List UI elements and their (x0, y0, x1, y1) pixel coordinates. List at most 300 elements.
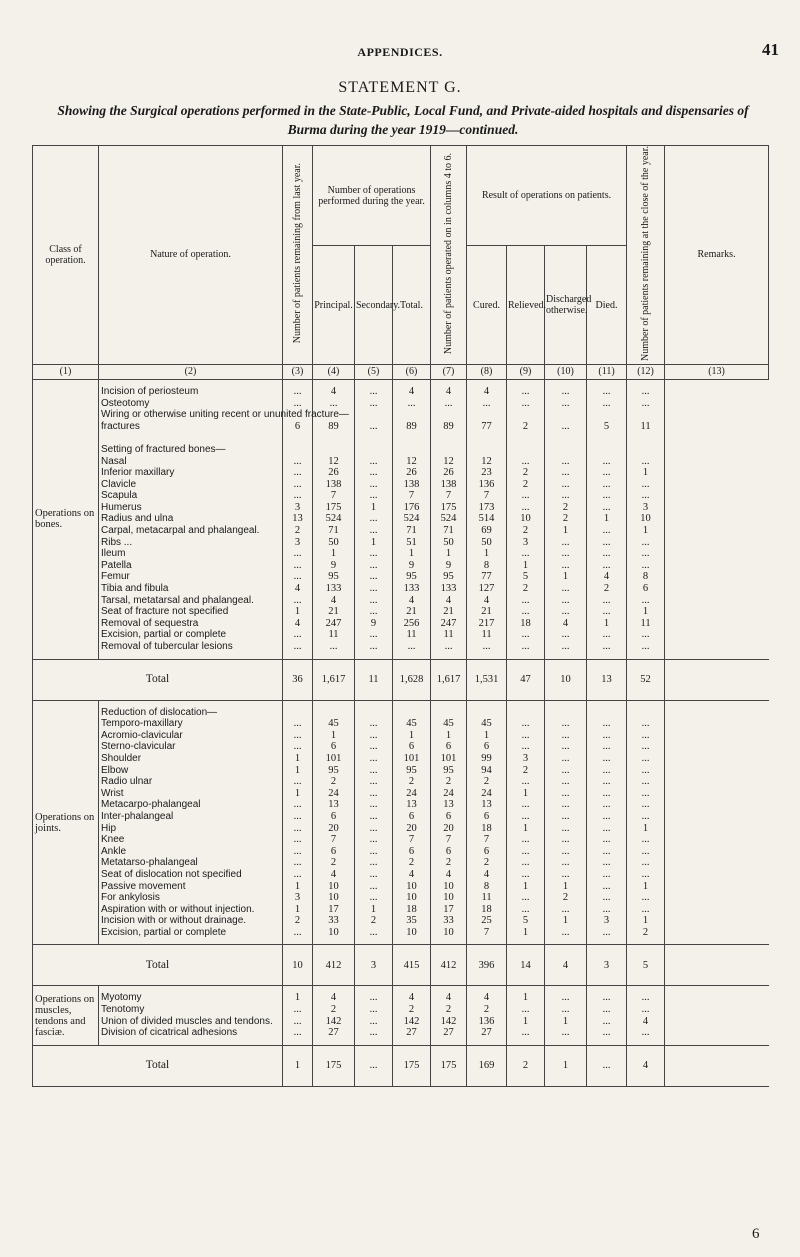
total-value: ... (587, 1045, 627, 1086)
cell-value (355, 409, 393, 421)
cell-value: ... (587, 502, 627, 514)
table-row (33, 741, 769, 753)
cell-value: 1 (431, 548, 467, 560)
table-row (33, 629, 769, 641)
cell-value: 2 (313, 1004, 355, 1016)
remarks-cell (665, 456, 769, 468)
cell-value: 1 (545, 881, 587, 893)
operation-name: Scapula (99, 490, 283, 502)
cell-value: 94 (467, 765, 507, 777)
table-row (33, 583, 769, 595)
remarks-cell (665, 398, 769, 410)
col-number: (3) (283, 364, 313, 379)
cell-value: 1 (283, 788, 313, 800)
cell-value: ... (545, 992, 587, 1004)
cell-value: ... (545, 583, 587, 595)
cell-value: ... (355, 421, 393, 433)
cell-value: 1 (507, 823, 545, 835)
cell-value: ... (545, 927, 587, 939)
table-row (33, 618, 769, 630)
total-label: Total (33, 1045, 283, 1086)
cell-value: ... (627, 799, 665, 811)
cell-value: 35 (393, 915, 431, 927)
operation-name: Inter-phalangeal (99, 811, 283, 823)
cell-value: ... (355, 718, 393, 730)
cell-value: ... (393, 641, 431, 653)
cell-value: ... (283, 560, 313, 572)
cell-value: 2 (507, 525, 545, 537)
cell-value: ... (627, 776, 665, 788)
cell-value: 7 (467, 490, 507, 502)
cell-value: 2 (313, 857, 355, 869)
cell-value: ... (467, 641, 507, 653)
cell-value: ... (507, 811, 545, 823)
cell-value: ... (627, 811, 665, 823)
remarks-cell (665, 799, 769, 811)
cell-value: ... (545, 753, 587, 765)
col-cured: Cured. (467, 246, 507, 365)
cell-value: 4 (467, 992, 507, 1004)
cell-value: 4 (431, 992, 467, 1004)
cell-value: ... (283, 741, 313, 753)
cell-value: 3 (283, 502, 313, 514)
cell-value: 2 (507, 421, 545, 433)
total-row (33, 1045, 769, 1086)
cell-value: ... (545, 799, 587, 811)
cell-value: 11 (627, 618, 665, 630)
cell-value: 142 (313, 1016, 355, 1028)
cell-value: ... (355, 823, 393, 835)
cell-value: ... (393, 398, 431, 410)
cell-value: ... (507, 641, 545, 653)
remarks-cell (665, 857, 769, 869)
table-row (33, 857, 769, 869)
cell-value (283, 444, 313, 456)
cell-value: ... (587, 811, 627, 823)
cell-value: ... (545, 869, 587, 881)
cell-value: ... (587, 765, 627, 777)
cell-value: ... (627, 834, 665, 846)
cell-value: 1 (587, 618, 627, 630)
cell-value: 7 (313, 490, 355, 502)
cell-value: ... (545, 1027, 587, 1039)
cell-value: 1 (545, 525, 587, 537)
cell-value: ... (545, 823, 587, 835)
cell-value: 2 (545, 513, 587, 525)
operation-name: Setting of fractured bones— (99, 444, 283, 456)
cell-value: ... (507, 490, 545, 502)
cell-value: ... (587, 525, 627, 537)
table-row (33, 799, 769, 811)
cell-value: 4 (431, 869, 467, 881)
cell-value: ... (355, 1027, 393, 1039)
cell-value: 23 (467, 467, 507, 479)
cell-value: ... (313, 398, 355, 410)
cell-value: 2 (393, 776, 431, 788)
cell-value: 7 (431, 490, 467, 502)
cell-value: ... (283, 718, 313, 730)
cell-value: 4 (431, 595, 467, 607)
cell-value: ... (355, 992, 393, 1004)
remarks-cell (665, 1027, 769, 1039)
cell-value: 514 (467, 513, 507, 525)
cell-value: ... (545, 776, 587, 788)
col-number: (2) (99, 364, 283, 379)
remarks-cell (665, 869, 769, 881)
cell-value: ... (355, 799, 393, 811)
cell-value: 27 (393, 1027, 431, 1039)
cell-value: ... (545, 456, 587, 468)
cell-value: ... (355, 753, 393, 765)
cell-value: 11 (467, 892, 507, 904)
cell-value: 3 (627, 502, 665, 514)
cell-value: 217 (467, 618, 507, 630)
cell-value: 9 (431, 560, 467, 572)
cell-value (467, 444, 507, 456)
cell-value: 1 (431, 730, 467, 742)
cell-value: 6 (431, 846, 467, 858)
cell-value (313, 432, 355, 444)
cell-value: 1 (283, 904, 313, 916)
cell-value (467, 409, 507, 421)
operation-name: Wiring or otherwise uniting recent or ununited fracture— (99, 409, 283, 421)
operation-name: Patella (99, 560, 283, 572)
cell-value: ... (545, 765, 587, 777)
cell-value: 7 (431, 834, 467, 846)
cell-value: 95 (431, 765, 467, 777)
table-row (33, 707, 769, 719)
cell-value: 69 (467, 525, 507, 537)
cell-value: 11 (467, 629, 507, 641)
cell-value: ... (283, 834, 313, 846)
cell-value: ... (587, 560, 627, 572)
cell-value: 4 (393, 992, 431, 1004)
cell-value: ... (587, 398, 627, 410)
cell-value: 101 (431, 753, 467, 765)
cell-value: ... (627, 846, 665, 858)
cell-value (507, 432, 545, 444)
cell-value (627, 444, 665, 456)
total-value: 1 (283, 1045, 313, 1086)
cell-value: 13 (467, 799, 507, 811)
cell-value: 9 (393, 560, 431, 572)
cell-value: 50 (313, 537, 355, 549)
cell-value: ... (627, 537, 665, 549)
cell-value: 101 (393, 753, 431, 765)
total-value: 11 (355, 659, 393, 700)
cell-value: 27 (313, 1027, 355, 1039)
operation-name: Nasal (99, 456, 283, 468)
cell-value: ... (587, 490, 627, 502)
cell-value (431, 409, 467, 421)
remarks-cell (665, 629, 769, 641)
cell-value: 13 (283, 513, 313, 525)
col-number: (7) (431, 364, 467, 379)
cell-value: ... (627, 548, 665, 560)
cell-value: ... (355, 811, 393, 823)
table-row (33, 386, 769, 398)
cell-value: 4 (283, 583, 313, 595)
cell-value: 18 (393, 904, 431, 916)
cell-value: ... (283, 467, 313, 479)
cell-value: 45 (467, 718, 507, 730)
cell-value: 2 (507, 765, 545, 777)
cell-value: 25 (467, 915, 507, 927)
cell-value (627, 707, 665, 719)
total-value: 415 (393, 945, 431, 986)
col-number: (12) (627, 364, 665, 379)
cell-value: 12 (393, 456, 431, 468)
cell-value: ... (587, 881, 627, 893)
cell-value: ... (283, 398, 313, 410)
cell-value (507, 409, 545, 421)
cell-value: 2 (283, 525, 313, 537)
class-of-operation: Operations on bones. (33, 386, 99, 653)
operation-name (99, 432, 283, 444)
col-number: (13) (665, 364, 769, 379)
total-value: 1,617 (431, 659, 467, 700)
cell-value: 6 (467, 811, 507, 823)
table-row (33, 467, 769, 479)
cell-value: ... (507, 857, 545, 869)
cell-value: 18 (467, 823, 507, 835)
total-row (33, 945, 769, 986)
cell-value: ... (587, 846, 627, 858)
cell-value (545, 444, 587, 456)
cell-value: 4 (431, 386, 467, 398)
table-row (33, 1027, 769, 1039)
cell-value: ... (507, 629, 545, 641)
cell-value: 1 (507, 560, 545, 572)
table-row (33, 927, 769, 939)
remarks-cell (665, 537, 769, 549)
cell-value: 247 (431, 618, 467, 630)
cell-value: 524 (393, 513, 431, 525)
cell-value: 142 (393, 1016, 431, 1028)
table-row (33, 560, 769, 572)
cell-value: 2 (507, 479, 545, 491)
cell-value: 89 (313, 421, 355, 433)
cell-value: ... (355, 881, 393, 893)
cell-value: ... (507, 1027, 545, 1039)
cell-value (393, 432, 431, 444)
cell-value: ... (587, 869, 627, 881)
cell-value: ... (355, 927, 393, 939)
table-row (33, 765, 769, 777)
cell-value: 1 (283, 606, 313, 618)
remarks-cell (665, 386, 769, 398)
cell-value: ... (355, 386, 393, 398)
cell-value: ... (283, 1027, 313, 1039)
operation-name: Union of divided muscles and tendons. (99, 1016, 283, 1028)
remarks-cell (665, 490, 769, 502)
cell-value: 2 (355, 915, 393, 927)
remarks-cell (665, 741, 769, 753)
cell-value: ... (355, 765, 393, 777)
total-value: 412 (313, 945, 355, 986)
cell-value: ... (355, 513, 393, 525)
cell-value (545, 707, 587, 719)
page-mark: 6 (752, 1226, 760, 1242)
cell-value: ... (283, 799, 313, 811)
cell-value: 10 (313, 881, 355, 893)
cell-value: 1 (545, 1016, 587, 1028)
table-row (33, 811, 769, 823)
cell-value: ... (545, 788, 587, 800)
cell-value: ... (587, 823, 627, 835)
cell-value: 33 (431, 915, 467, 927)
cell-value: 24 (431, 788, 467, 800)
table-row (33, 1016, 769, 1028)
cell-value: ... (627, 765, 665, 777)
cell-value: ... (545, 1004, 587, 1016)
table-row (33, 421, 769, 433)
table-row (33, 718, 769, 730)
cell-value: 50 (467, 537, 507, 549)
cell-value: 10 (393, 881, 431, 893)
table-row (33, 525, 769, 537)
cell-value: ... (355, 1004, 393, 1016)
cell-value: 50 (431, 537, 467, 549)
table-row (33, 823, 769, 835)
operation-name: Division of cicatrical adhesions (99, 1027, 283, 1039)
cell-value: 2 (431, 1004, 467, 1016)
cell-value: 6 (313, 846, 355, 858)
cell-value: ... (283, 629, 313, 641)
cell-value: ... (355, 583, 393, 595)
cell-value: 2 (431, 776, 467, 788)
cell-value: ... (627, 904, 665, 916)
remarks-cell (665, 421, 769, 433)
cell-value: 4 (313, 595, 355, 607)
cell-value: ... (545, 421, 587, 433)
cell-value: 1 (283, 753, 313, 765)
operation-name: Humerus (99, 502, 283, 514)
cell-value: ... (355, 846, 393, 858)
cell-value: 10 (627, 513, 665, 525)
cell-value: 33 (313, 915, 355, 927)
operation-name: fractures (99, 421, 283, 433)
remarks-cell (665, 881, 769, 893)
cell-value: 10 (507, 513, 545, 525)
cell-value: 2 (467, 1004, 507, 1016)
cell-value: ... (283, 857, 313, 869)
remarks-cell (665, 548, 769, 560)
operation-name: Passive movement (99, 881, 283, 893)
total-value: 10 (283, 945, 313, 986)
col-discharged: Discharged otherwise. (545, 246, 587, 365)
cell-value: ... (587, 467, 627, 479)
cell-value: ... (587, 992, 627, 1004)
total-value: 4 (545, 945, 587, 986)
operation-name: Ribs ... (99, 537, 283, 549)
cell-value: ... (507, 386, 545, 398)
cell-value: ... (507, 776, 545, 788)
cell-value (545, 409, 587, 421)
cell-value: ... (355, 456, 393, 468)
remarks-cell (665, 904, 769, 916)
col-remaining-last: Number of patients remaining from last year. (283, 146, 313, 365)
cell-value: ... (355, 788, 393, 800)
cell-value (507, 707, 545, 719)
col-number: (4) (313, 364, 355, 379)
cell-value: ... (355, 834, 393, 846)
cell-value: 11 (431, 629, 467, 641)
cell-value: 4 (313, 992, 355, 1004)
total-value: 169 (467, 1045, 507, 1086)
table-row (33, 490, 769, 502)
cell-value: 1 (627, 881, 665, 893)
cell-value: ... (587, 730, 627, 742)
remarks-cell (665, 846, 769, 858)
cell-value: 2 (431, 857, 467, 869)
cell-value: ... (627, 730, 665, 742)
operation-name: Metacarpo-phalangeal (99, 799, 283, 811)
cell-value: 9 (313, 560, 355, 572)
total-value: 4 (627, 1045, 665, 1086)
cell-value: 24 (313, 788, 355, 800)
cell-value: 27 (467, 1027, 507, 1039)
cell-value: 24 (467, 788, 507, 800)
remarks-cell (665, 834, 769, 846)
cell-value: 6 (393, 811, 431, 823)
table-row (33, 992, 769, 1004)
running-title: APPENDICES. (357, 45, 443, 59)
cell-value: 1 (507, 881, 545, 893)
cell-value: 1 (627, 823, 665, 835)
cell-value (545, 432, 587, 444)
col-died: Died. (587, 246, 627, 365)
cell-value: ... (283, 641, 313, 653)
cell-value: 5 (507, 915, 545, 927)
cell-value (467, 432, 507, 444)
total-row (33, 659, 769, 700)
operation-name: Seat of dislocation not specified (99, 869, 283, 881)
cell-value: 4 (313, 386, 355, 398)
remarks-cell (665, 444, 769, 456)
cell-value: 45 (431, 718, 467, 730)
remarks-cell (665, 707, 769, 719)
cell-value: 138 (313, 479, 355, 491)
table-row (33, 881, 769, 893)
cell-value: 4 (393, 595, 431, 607)
cell-value: ... (507, 741, 545, 753)
cell-value: ... (283, 1016, 313, 1028)
cell-value: 138 (393, 479, 431, 491)
table-row (33, 892, 769, 904)
remarks-cell (665, 560, 769, 572)
remarks-cell (665, 823, 769, 835)
cell-value: ... (431, 398, 467, 410)
cell-value (627, 432, 665, 444)
cell-value: 4 (313, 869, 355, 881)
table-row (33, 571, 769, 583)
cell-value: 3 (507, 537, 545, 549)
table-row (33, 444, 769, 456)
cell-value: ... (355, 560, 393, 572)
cell-value: 5 (507, 571, 545, 583)
col-principal: Principal. (313, 246, 355, 365)
cell-value: ... (355, 741, 393, 753)
total-value: 175 (431, 1045, 467, 1086)
cell-value: ... (355, 629, 393, 641)
cell-value (355, 707, 393, 719)
cell-value: 26 (393, 467, 431, 479)
operation-name: Knee (99, 834, 283, 846)
cell-value: 77 (467, 571, 507, 583)
cell-value (467, 707, 507, 719)
cell-value: 1 (467, 548, 507, 560)
